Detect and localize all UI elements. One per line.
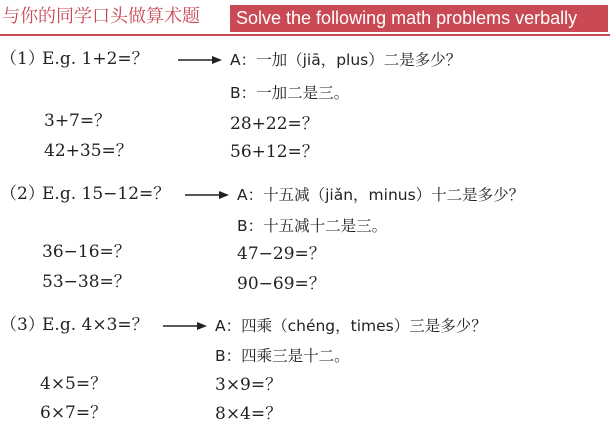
section-3-example: E.g. 4×3=？ (42, 315, 149, 335)
section-1-problem-2: 28+22=？ (230, 114, 319, 134)
section-1-example: E.g. 1+2=？ (42, 49, 149, 69)
arrow-right-icon (185, 190, 229, 200)
section-3-answer-b: B：四乘三是十二。 (215, 347, 350, 365)
section-1-answer-b: B：一加二是三。 (230, 84, 350, 102)
section-2-answer-a: A：十五减（jiǎn，minus）十二是多少？ (237, 186, 525, 204)
section-3-problem-1: 4×5=？ (40, 374, 108, 394)
section-2-answer-b: B：十五减十二是三。 (237, 217, 388, 235)
section-1-problem-4: 56+12=？ (230, 142, 319, 162)
section-2-number: （2） (0, 184, 45, 204)
arrow-right-icon (163, 321, 207, 331)
section-3-problem-4: 8×4=？ (215, 404, 283, 424)
section-1-answer-a: A：一加（jiā，plus）二是多少？ (230, 51, 462, 69)
section-2-example: E.g. 15−12=？ (42, 184, 171, 204)
section-3-answer-a: A：四乘（chéng，times）三是多少？ (215, 317, 487, 335)
section-2-problem-4: 90−69=？ (237, 274, 326, 294)
section-2-problem-3: 53−38=？ (42, 272, 131, 292)
arrow-right-icon (178, 55, 222, 65)
section-2-problem-2: 47−29=？ (237, 244, 326, 264)
section-2-problem-1: 36−16=？ (42, 242, 131, 262)
section-3-problem-3: 6×7=？ (40, 403, 108, 423)
section-1-problem-1: 3+7=？ (44, 111, 112, 131)
section-1-number: （1） (0, 49, 45, 69)
section-header (0, 0, 610, 36)
section-1-problem-3: 42+35=？ (44, 141, 133, 161)
header-title-chinese: 与你的同学口头做算术题 (0, 5, 230, 29)
section-3-problem-2: 3×9=？ (215, 375, 283, 395)
header-title-english: Solve the following math problems verbally (230, 5, 608, 32)
section-3-number: （3） (0, 315, 45, 335)
